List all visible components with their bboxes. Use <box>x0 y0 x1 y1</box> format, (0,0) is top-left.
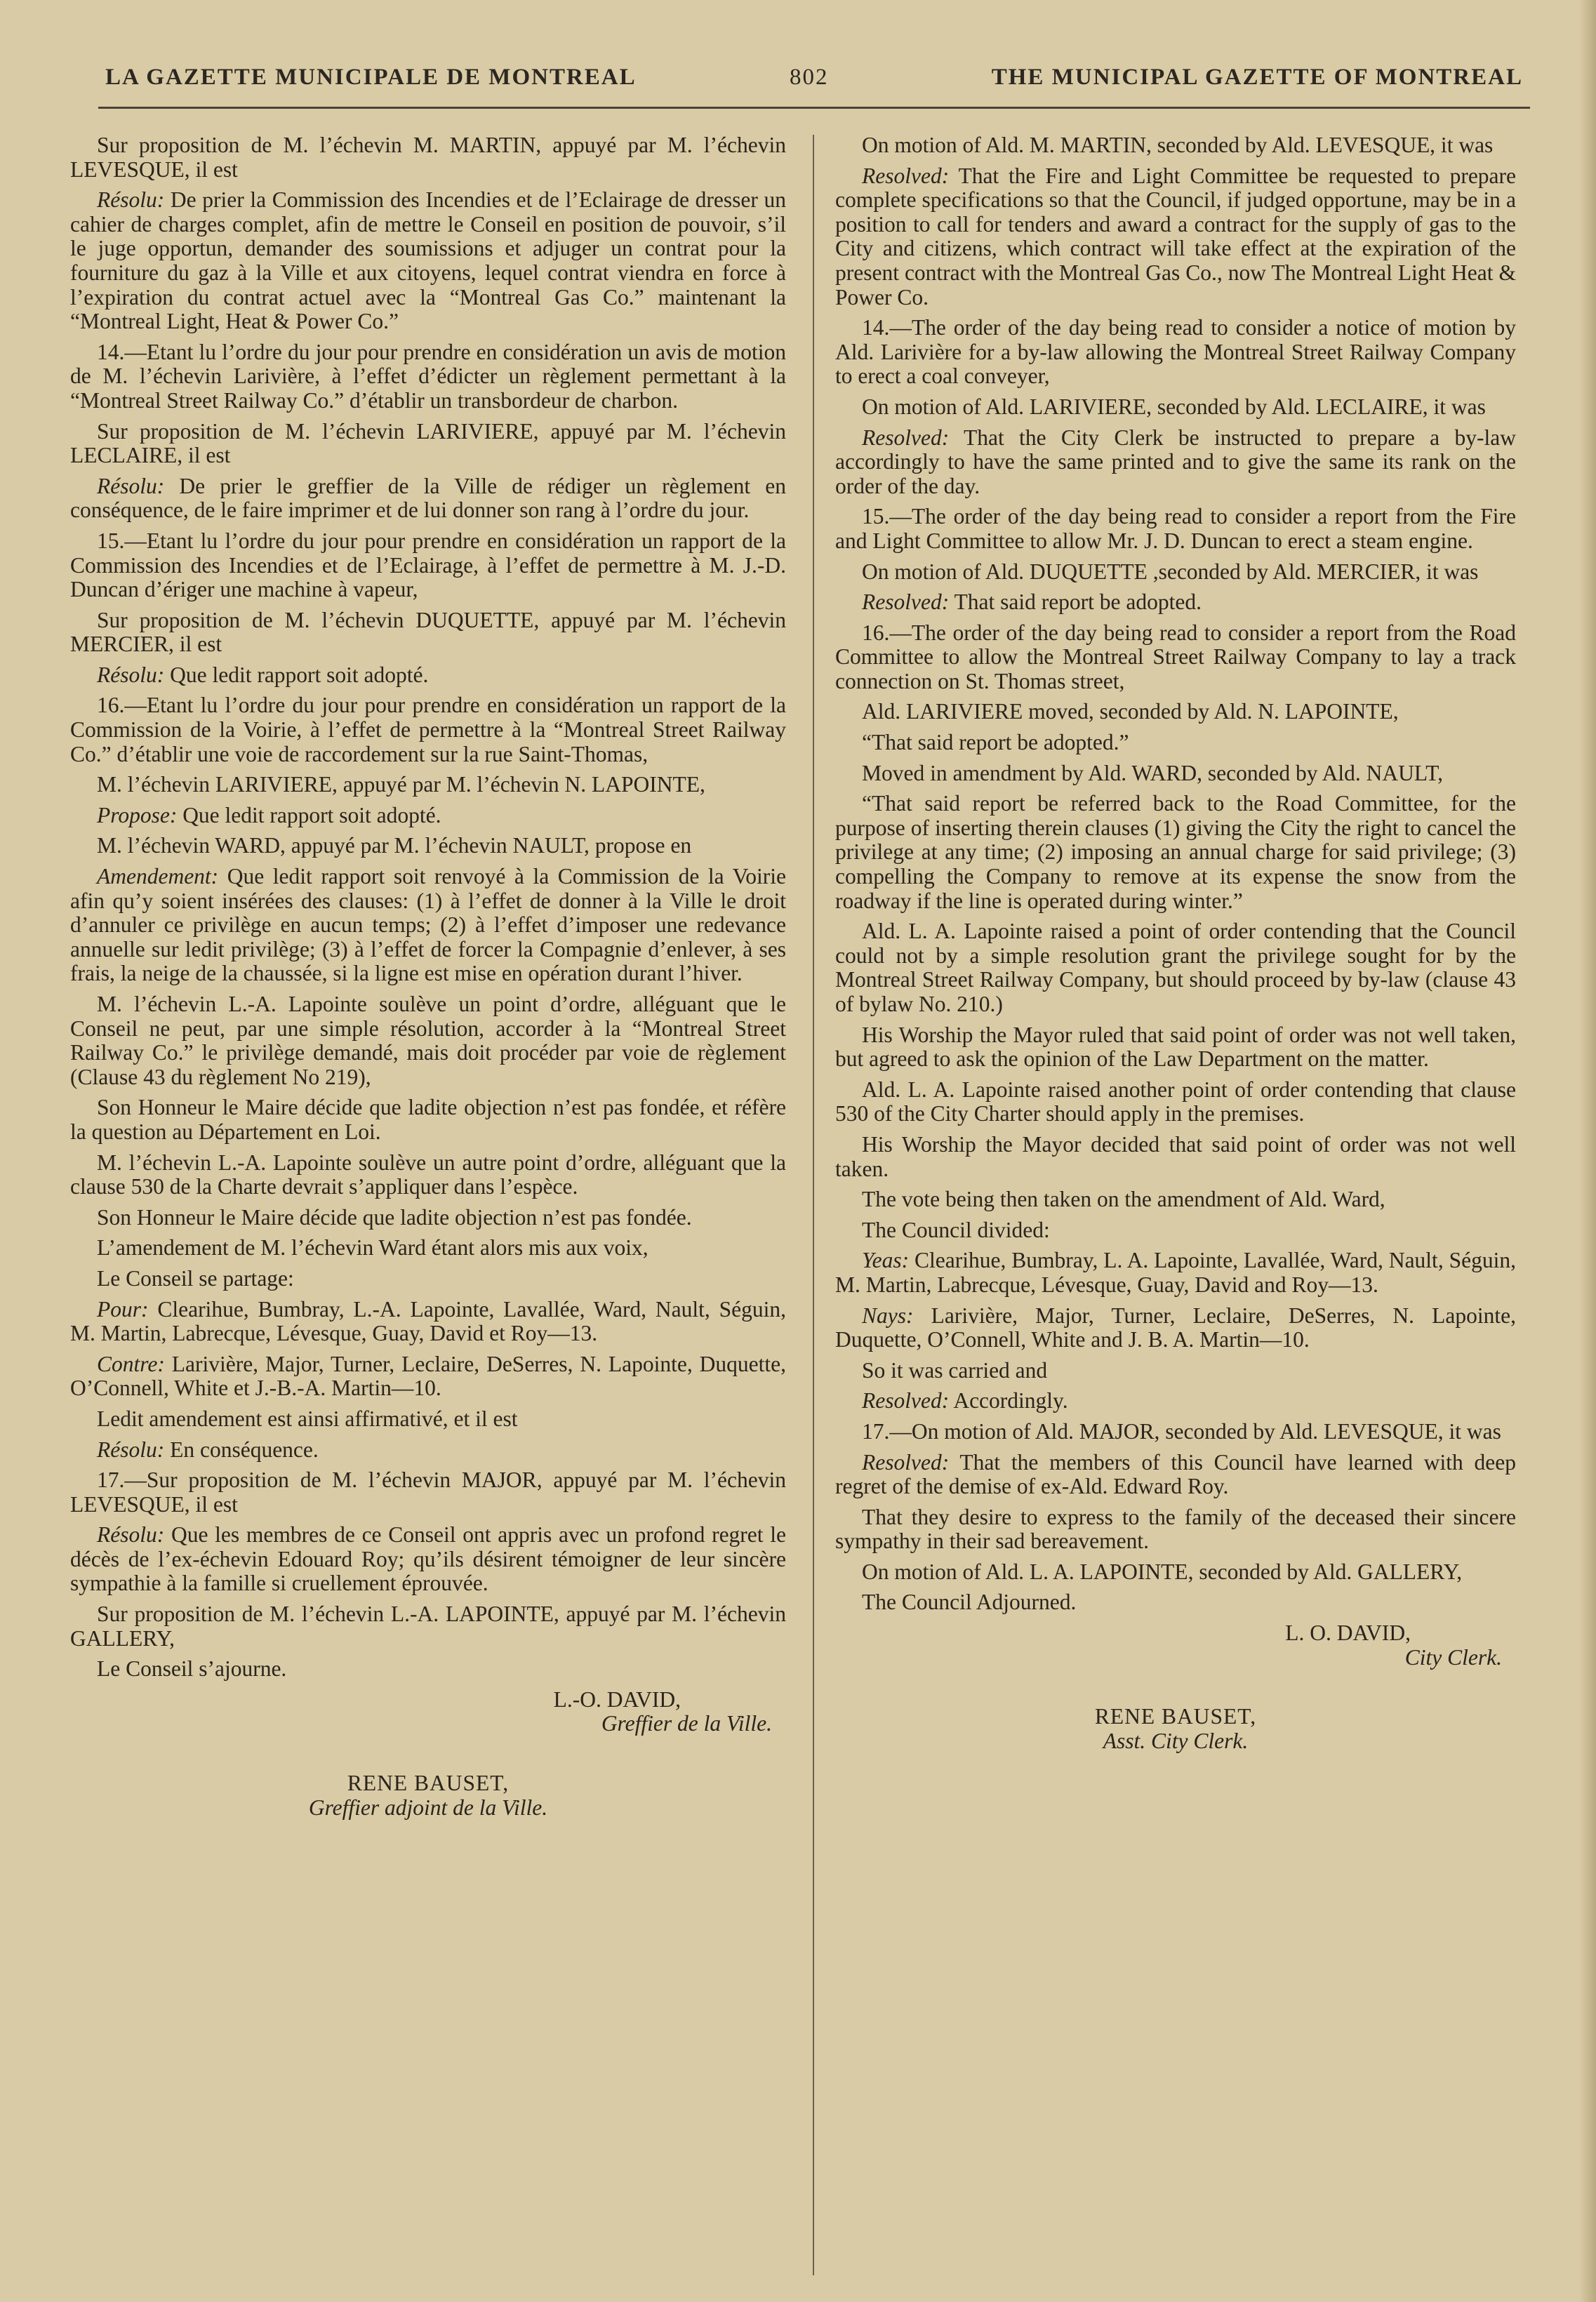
french-paragraph-text: De prier la Commission des Incendies et de l’Eclairage de dresser un cahier de charges complet, afin de mettre le Conseil en position de pouvoir, s’il le juge opportun, demander des soumissions et adjuger un contrat pour la fourniture du gaz à la Ville et aux citoyens, lequel contrat viendra en force à l’expiration du contrat actuel avec la “Montreal Gas Co.” maintenant la “Montreal Light, Heat & Power Co.” <box>70 187 786 334</box>
french-paragraph-label: Amendement: <box>97 864 219 889</box>
english-paragraph <box>835 1249 1516 1297</box>
english-paragraph <box>835 1078 1516 1126</box>
french-paragraph-text: Le Conseil s’ajourne. <box>97 1656 287 1682</box>
french-signature-title: Greffier de la Ville. <box>601 1711 772 1736</box>
english-paragraph <box>835 1560 1516 1585</box>
french-column <box>70 133 786 1820</box>
french-paragraph <box>70 1407 786 1432</box>
english-paragraph <box>835 1420 1516 1444</box>
english-paragraph-label: Yeas: <box>862 1248 910 1273</box>
english-paragraph-text: That said report be adopted. <box>949 590 1202 615</box>
french-paragraph <box>70 1206 786 1230</box>
french-paragraph-text: 16.—Etant lu l’ordre du jour pour prendre en considération un rapport de la Commission de la Voirie, à l’effet de permettre à la “Montreal Street Railway Co.” d’établir une voie de raccordement sur la rue Saint-Thomas, <box>70 693 786 766</box>
french-paragraph <box>70 420 786 468</box>
english-paragraph <box>835 426 1516 499</box>
french-paragraph-text: 14.—Etant lu l’ordre du jour pour prendre en considération un avis de motion de M. l’échevin Larivière, à l’effet d’édicter un règlement permettant à la “Montreal Street Railway Co.” d’établir un transbordeur de charbon. <box>70 339 786 413</box>
english-paragraph-text: On motion of Ald. DUQUETTE ,seconded by Ald. MERCIER, it was <box>862 559 1479 584</box>
french-paragraph-label: Résolu: <box>97 473 165 498</box>
english-paragraph-text: 14.—The order of the day being read to consider a notice of motion by Ald. Larivière for a by-law allowing the Montreal Street Railway Company to erect a coal conveyer, <box>835 315 1516 389</box>
english-paragraph-text: The Council divided: <box>862 1217 1050 1242</box>
header-french-title: LA GAZETTE MUNICIPALE DE MONTREAL <box>105 65 637 90</box>
english-paragraph-text: On motion of Ald. L. A. LAPOINTE, seconded by Ald. GALLERY, <box>862 1559 1463 1584</box>
english-paragraph-text: Larivière, Major, Turner, Leclaire, DeSerres, N. Lapointe, Duquette, O’Connell, White and J. B. A. Martin—10. <box>835 1303 1516 1352</box>
english-paragraph <box>835 133 1516 158</box>
french-paragraph-text: Sur proposition de M. l’échevin DUQUETTE, appuyé par M. l’échevin MERCIER, il est <box>70 607 786 657</box>
english-paragraph <box>835 395 1516 420</box>
english-paragraph <box>835 590 1516 615</box>
french-paragraph <box>70 834 786 858</box>
french-paragraph <box>70 1657 786 1682</box>
english-assistant-name: RENE BAUSET, <box>1094 1704 1257 1729</box>
english-paragraph-text: On motion of Ald. M. MARTIN, seconded by Ald. LEVESQUE, it was <box>862 133 1494 157</box>
english-paragraph-text: 15.—The order of the day being read to consider a report from the Fire and Light Committee to allow Mr. J. D. Duncan to erect a steam engine. <box>835 504 1516 553</box>
english-column <box>835 133 1516 1753</box>
french-paragraph-label: Propose: <box>97 802 178 827</box>
french-paragraph <box>70 1298 786 1346</box>
page-number: 802 <box>790 65 829 90</box>
english-paragraph-text: Ald. L. A. Lapointe raised another point of order contending that clause 530 of the City Charter should apply in the premises. <box>835 1077 1516 1126</box>
english-paragraph <box>835 1505 1516 1554</box>
french-paragraph <box>70 474 786 523</box>
french-assistant-name: RENE BAUSET, <box>347 1771 510 1796</box>
english-paragraph-label: Resolved: <box>862 163 950 188</box>
french-paragraph-text: Sur proposition de M. l’échevin LARIVIERE, appuyé par M. l’échevin LECLAIRE, il est <box>70 418 786 468</box>
english-paragraph-text: That the City Clerk be instructed to prepare a by-law accordingly to have the same printed and to give the same its rank on the order of the day. <box>835 425 1516 498</box>
french-paragraph-label: Résolu: <box>97 1437 165 1462</box>
english-paragraph <box>835 919 1516 1016</box>
french-paragraph <box>70 1523 786 1596</box>
french-paragraph <box>70 188 786 334</box>
french-paragraph-text: Le Conseil se partage: <box>97 1265 294 1291</box>
english-paragraph <box>835 505 1516 553</box>
french-paragraph <box>70 1468 786 1517</box>
english-paragraph-text: Ald. LARIVIERE moved, seconded by Ald. N. LAPOINTE, <box>862 699 1399 724</box>
english-paragraph <box>835 1187 1516 1212</box>
english-paragraph-text: 17.—On motion of Ald. MAJOR, seconded by Ald. LEVESQUE, it was <box>862 1418 1501 1444</box>
english-assistant-title: Asst. City Clerk. <box>1103 1728 1249 1753</box>
french-paragraph <box>70 1352 786 1401</box>
english-paragraph-text: His Worship the Mayor ruled that said point of order was not well taken, but agreed to ask the opinion of the Law Department on the matter. <box>835 1022 1516 1072</box>
french-paragraph <box>70 1096 786 1144</box>
english-paragraph-label: Resolved: <box>862 590 950 615</box>
french-paragraph-text: 17.—Sur proposition de M. l’échevin MAJOR, appuyé par M. l’échevin LEVESQUE, il est <box>70 1468 786 1517</box>
french-paragraphs <box>70 133 786 1682</box>
french-paragraph-label: Résolu: <box>97 187 165 213</box>
english-paragraph <box>835 792 1516 913</box>
english-paragraph <box>835 1218 1516 1243</box>
english-paragraph-text: Clearihue, Bumbray, L. A. Lapointe, Lavallée, Ward, Nault, Séguin, M. Martin, Labrecque, Lévesque, Guay, David and Roy—13. <box>835 1248 1516 1297</box>
english-signature-name: L. O. DAVID, <box>1285 1621 1411 1646</box>
header-rule <box>98 107 1530 109</box>
french-paragraph-text: M. l’échevin LARIVIERE, appuyé par M. l’échevin N. LAPOINTE, <box>97 772 705 797</box>
english-paragraph <box>835 700 1516 724</box>
french-paragraph <box>70 1438 786 1463</box>
english-paragraph <box>835 731 1516 755</box>
english-paragraph-text: So it was carried and <box>862 1357 1048 1383</box>
french-paragraph <box>70 1151 786 1199</box>
french-paragraph-label: Résolu: <box>97 662 165 687</box>
page-header <box>105 65 1523 107</box>
french-paragraph <box>70 1602 786 1651</box>
english-paragraph-text: On motion of Ald. LARIVIERE, seconded by Ald. LECLAIRE, it was <box>862 394 1486 419</box>
french-paragraph-text: Larivière, Major, Turner, Leclaire, DeSerres, N. Lapointe, Duquette, O’Connell, White et J.-B.-A. Martin—10. <box>70 1351 786 1401</box>
french-paragraph <box>70 340 786 413</box>
english-paragraph-text: “That said report be referred back to the Road Committee, for the purpose of inserting therein clauses (1) giving the City the right to cancel the privilege at any time; (2) imposing an annual charge for said privilege; (3) compelling the Company to remove at its expense the snow from the roadway if the line is operated during winter.” <box>835 791 1516 913</box>
french-signature <box>70 1688 786 1736</box>
english-paragraph <box>835 1023 1516 1072</box>
header-english-title: THE MUNICIPAL GAZETTE OF MONTREAL <box>991 65 1523 90</box>
english-paragraph-text: Ald. L. A. Lapointe raised a point of order contending that the Council could not by a simple resolution grant the privilege sought for by the Montreal Street Railway Company, but should proceed by by-law (clause 43 of bylaw No. 210.) <box>835 919 1516 1016</box>
french-paragraph-text: M. l’échevin L.-A. Lapointe soulève un autre point d’ordre, alléguant que la clause 530 de la Charte devrait s’appliquer dans l’espèce. <box>70 1150 786 1199</box>
english-paragraph-label: Resolved: <box>862 1449 950 1475</box>
french-paragraph-text: Que ledit rapport soit adopté. <box>164 662 429 687</box>
french-paragraph <box>70 1267 786 1291</box>
english-paragraph-text: 16.—The order of the day being read to consider a report from the Road Committee to allow the Montreal Street Railway Company to lay a track connection on St. Thomas street, <box>835 620 1516 693</box>
french-paragraph-text: En conséquence. <box>164 1437 319 1462</box>
french-paragraph-text: Sur proposition de M. l’échevin M. MARTIN, appuyé par M. l’échevin LEVESQUE, il est <box>70 133 786 182</box>
french-paragraph <box>70 804 786 828</box>
page-edge-shadow <box>1579 0 1596 2302</box>
english-paragraph <box>835 164 1516 310</box>
english-paragraph <box>835 1359 1516 1383</box>
french-paragraph-text: 15.—Etant lu l’ordre du jour pour prendre en considération un rapport de la Commission des Incendies et de l’Eclairage, à l’effet de permettre à M. J.-D. Duncan d’ériger une machine à vapeur, <box>70 528 786 602</box>
french-paragraph <box>70 133 786 182</box>
french-paragraph <box>70 992 786 1089</box>
french-paragraph-label: Pour: <box>97 1296 149 1322</box>
french-paragraph-text: Ledit amendement est ainsi affirmativé, et il est <box>97 1406 518 1431</box>
english-paragraph <box>835 1389 1516 1413</box>
english-paragraph <box>835 560 1516 585</box>
english-paragraphs <box>835 133 1516 1615</box>
english-paragraph <box>835 621 1516 694</box>
english-paragraph-text: The vote being then taken on the amendment of Ald. Ward, <box>862 1187 1385 1212</box>
french-paragraph-text: Que les membres de ce Conseil ont appris avec un profond regret le décès de l’ex-échevin Edouard Roy; qu’ils désirent témoigner de leur sincère sympathie à la famille si cruellement éprouvée. <box>70 1522 786 1596</box>
english-paragraph-text: That they desire to express to the family of the deceased their sincere sympathy in their sad bereavement. <box>835 1504 1516 1554</box>
english-paragraph-text: His Worship the Mayor decided that said point of order was not well taken. <box>835 1131 1516 1181</box>
french-assistant <box>70 1771 786 1820</box>
french-paragraph <box>70 608 786 657</box>
english-paragraph <box>835 1304 1516 1352</box>
english-paragraph-label: Resolved: <box>862 1388 950 1413</box>
french-paragraph <box>70 693 786 766</box>
english-paragraph <box>835 1590 1516 1615</box>
english-signature <box>835 1621 1516 1670</box>
english-paragraph-text: “That said report be adopted.” <box>862 730 1129 755</box>
english-paragraph <box>835 316 1516 389</box>
english-paragraph-label: Resolved: <box>862 425 950 450</box>
french-paragraph-text: Que ledit rapport soit renvoyé à la Commission de la Voirie afin qu’y soient insérées des clauses: (1) à l’effet de donner à la Ville le droit d’annuler ce privilège en aucun temps; (2) à l’effet d’imposer une redevance annuelle sur ledit privilège; (3) à l’effet de forcer la Compagnie d’enlever, à ses frais, la neige de la chaussée, si la ligne est mise en opération durant l’hiver. <box>70 864 786 986</box>
english-paragraph <box>835 761 1516 786</box>
french-paragraph-text: Son Honneur le Maire décide que ladite objection n’est pas fondée. <box>97 1204 692 1230</box>
english-assistant <box>835 1705 1516 1753</box>
french-signature-name: L.-O. DAVID, <box>553 1686 681 1712</box>
french-paragraph <box>70 529 786 602</box>
english-paragraph-label: Nays: <box>862 1303 914 1328</box>
french-paragraph-text: Sur proposition de M. l’échevin L.-A. LAPOINTE, appuyé par M. l’échevin GALLERY, <box>70 1602 786 1651</box>
french-paragraph-text: De prier le greffier de la Ville de rédiger un règlement en conséquence, de le faire imprimer et de lui donner son rang à l’ordre du jour. <box>70 473 786 523</box>
french-paragraph-text: L’amendement de M. l’échevin Ward étant alors mis aux voix, <box>97 1235 649 1260</box>
english-paragraph-text: Accordingly. <box>949 1388 1068 1413</box>
french-paragraph-label: Résolu: <box>97 1522 165 1548</box>
french-paragraph <box>70 1236 786 1260</box>
french-assistant-title: Greffier adjoint de la Ville. <box>308 1795 548 1820</box>
french-paragraph-text: Que ledit rapport soit adopté. <box>177 802 441 827</box>
english-paragraph-text: Moved in amendment by Ald. WARD, seconded by Ald. NAULT, <box>862 760 1443 785</box>
french-paragraph <box>70 865 786 986</box>
french-paragraph-label: Contre: <box>97 1351 165 1376</box>
french-paragraph <box>70 773 786 797</box>
french-paragraph <box>70 663 786 688</box>
english-paragraph <box>835 1133 1516 1181</box>
french-paragraph-text: M. l’échevin WARD, appuyé par M. l’échevin NAULT, propose en <box>97 833 692 858</box>
french-paragraph-text: M. l’échevin L.-A. Lapointe soulève un point d’ordre, alléguant que le Conseil ne peut, par une simple résolution, accorder à la “Montreal Street Railway Co.” le privilège demandé, mais doit procéder par voie de règlement (Clause 43 du règlement No 219), <box>70 992 786 1089</box>
english-paragraph-text: That the Fire and Light Committee be requested to prepare complete specifications so that the Council, if judged opportune, may be in a position to call for tenders and award a contract for the supply of gas to the City and citizens, which contract will take effect at the expiration of the present contract with the Montreal Gas Co., now The Montreal Light Heat & Power Co. <box>835 163 1516 310</box>
english-paragraph <box>835 1451 1516 1499</box>
english-paragraph-text: That the members of this Council have learned with deep regret of the demise of ex-Ald. Edward Roy. <box>835 1449 1516 1499</box>
english-signature-title: City Clerk. <box>1404 1644 1502 1670</box>
column-divider <box>813 135 814 2275</box>
french-paragraph-text: Son Honneur le Maire décide que ladite objection n’est pas fondée, et réfère la question au Département en Loi. <box>70 1095 786 1144</box>
english-paragraph-text: The Council Adjourned. <box>862 1590 1077 1615</box>
french-paragraph-text: Clearihue, Bumbray, L.-A. Lapointe, Lavallée, Ward, Nault, Séguin, M. Martin, Labrecque, Lévesque, Guay, David et Roy—13. <box>70 1296 786 1346</box>
